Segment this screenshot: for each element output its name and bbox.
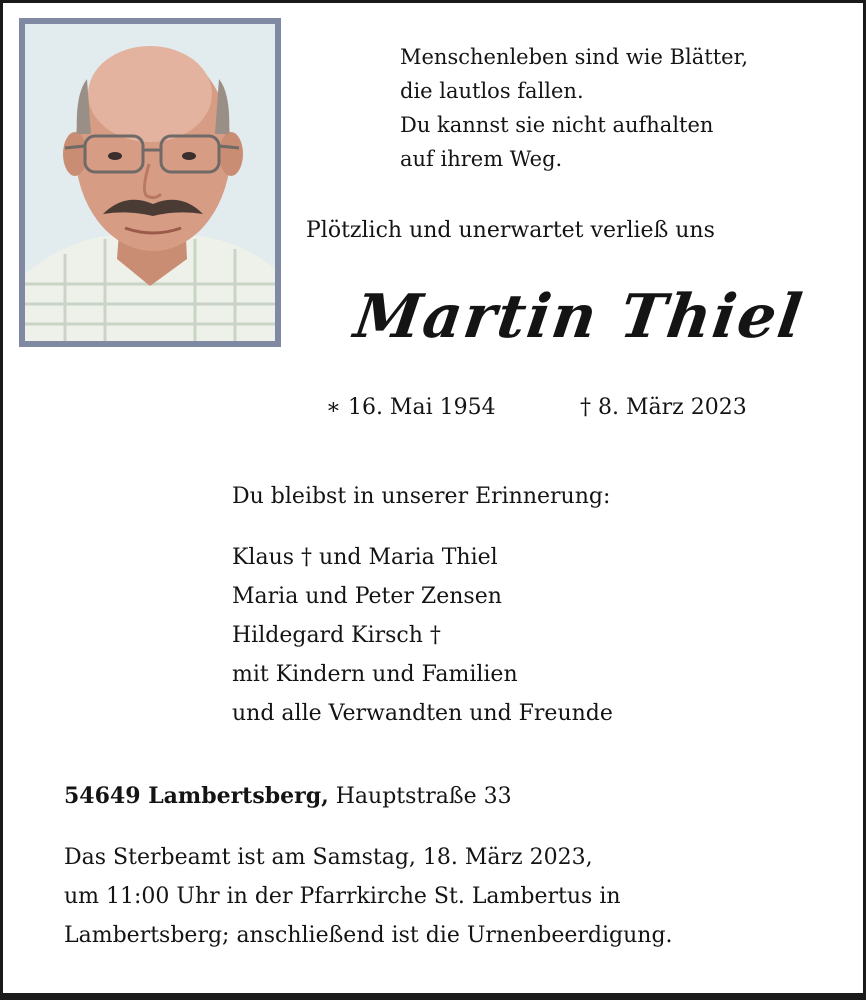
- poem: [400, 40, 748, 176]
- poem-line: Du kannst sie nicht aufhalten: [400, 113, 714, 137]
- funeral-line: um 11:00 Uhr in der Pfarrkirche St. Lambertus in: [64, 884, 621, 909]
- mourner-item: mit Kindern und Familien: [232, 662, 518, 687]
- birth-date: ∗ 16. Mai 1954: [326, 395, 496, 420]
- portrait-photo: [19, 18, 281, 347]
- poem-line: die lautlos fallen.: [400, 79, 584, 103]
- death-date: † 8. März 2023: [580, 395, 747, 420]
- mourner-item: Maria und Peter Zensen: [232, 584, 502, 609]
- mourner-item: und alle Verwandten und Freunde: [232, 701, 613, 726]
- funeral-line: Das Sterbeamt ist am Samstag, 18. März 2023,: [64, 845, 593, 870]
- mourners-list: [232, 538, 613, 733]
- intro-text: Plötzlich und unerwartet verließ uns: [306, 218, 715, 243]
- funeral-line: Lambertsberg; anschließend ist die Urnenbeerdigung.: [64, 923, 673, 948]
- funeral-notice: [64, 838, 673, 955]
- address-city: 54649 Lambertsberg,: [64, 783, 329, 809]
- portrait-illustration: [25, 24, 275, 341]
- poem-line: auf ihrem Weg.: [400, 147, 563, 171]
- address: [64, 783, 512, 809]
- mourner-item: Klaus † und Maria Thiel: [232, 545, 498, 570]
- remember-line: Du bleibst in unserer Erinnerung:: [232, 484, 611, 509]
- poem-line: Menschenleben sind wie Blätter,: [400, 45, 748, 69]
- deceased-name: Martin Thiel: [350, 282, 808, 352]
- address-street: Hauptstraße 33: [335, 784, 512, 809]
- mourner-item: Hildegard Kirsch †: [232, 623, 441, 648]
